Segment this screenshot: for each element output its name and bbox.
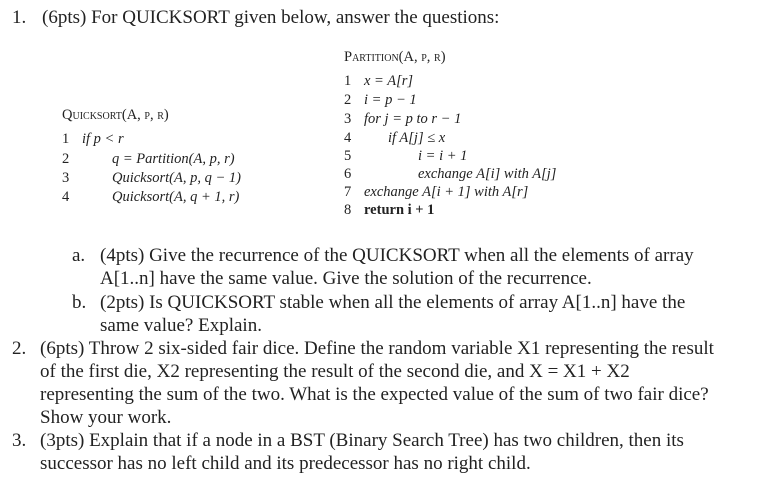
- partition-line-8: 8 return i + 1: [344, 202, 435, 218]
- question-3-line-1: (3pts) Explain that if a node in a BST (Binary Search Tree) has two children, then its: [40, 430, 684, 451]
- question-1-number: 1.: [12, 7, 27, 28]
- question-2-line-1: (6pts) Throw 2 six-sided fair dice. Define the random variable X1 representing the result: [40, 338, 714, 359]
- quicksort-line-2: 2 q = Partition(A, p, r): [62, 151, 235, 167]
- question-3-number: 3.: [12, 430, 27, 451]
- question-2-number: 2.: [12, 338, 27, 359]
- partition-line-1: 1 x = A[r]: [344, 73, 413, 89]
- question-1a-line-1: (4pts) Give the recurrence of the QUICKSORT when all the elements of array: [100, 245, 694, 266]
- partition-line-4: 4 if A[j] ≤ x: [344, 130, 446, 146]
- quicksort-line-3: 3 Quicksort(A, p, q − 1): [62, 170, 241, 186]
- partition-line-6: 6 exchange A[i] with A[j]: [344, 166, 557, 182]
- question-1b-line-2: same value? Explain.: [100, 315, 262, 336]
- question-1a-label: a.: [72, 245, 86, 266]
- question-3-line-2: successor has no left child and its predecessor has no right child.: [40, 453, 531, 474]
- quicksort-line-4: 4 Quicksort(A, q + 1, r): [62, 189, 240, 205]
- question-2-line-3: representing the sum of the two. What is the expected value of the sum of two fair dice?: [40, 384, 709, 405]
- partition-line-7: 7 exchange A[i + 1] with A[r]: [344, 184, 529, 200]
- quicksort-title: Quicksort(A, p, r): [62, 107, 169, 123]
- question-1a-line-2: A[1..n] have the same value. Give the solution of the recurrence.: [100, 268, 592, 289]
- partition-line-3: 3 for j = p to r − 1: [344, 111, 462, 127]
- question-1-text: (6pts) For QUICKSORT given below, answer the questions:: [42, 7, 500, 28]
- partition-line-5: 5 i = i + 1: [344, 148, 468, 164]
- question-2-line-4: Show your work.: [40, 407, 172, 428]
- quicksort-line-1: 1 if p < r: [62, 131, 124, 147]
- question-1b-label: b.: [72, 292, 87, 313]
- partition-title: Partition(A, p, r): [344, 49, 446, 65]
- partition-line-2: 2 i = p − 1: [344, 92, 417, 108]
- question-1b-line-1: (2pts) Is QUICKSORT stable when all the elements of array A[1..n] have the: [100, 292, 686, 313]
- question-2-line-2: of the first die, X2 representing the result of the second die, and X = X1 + X2: [40, 361, 630, 382]
